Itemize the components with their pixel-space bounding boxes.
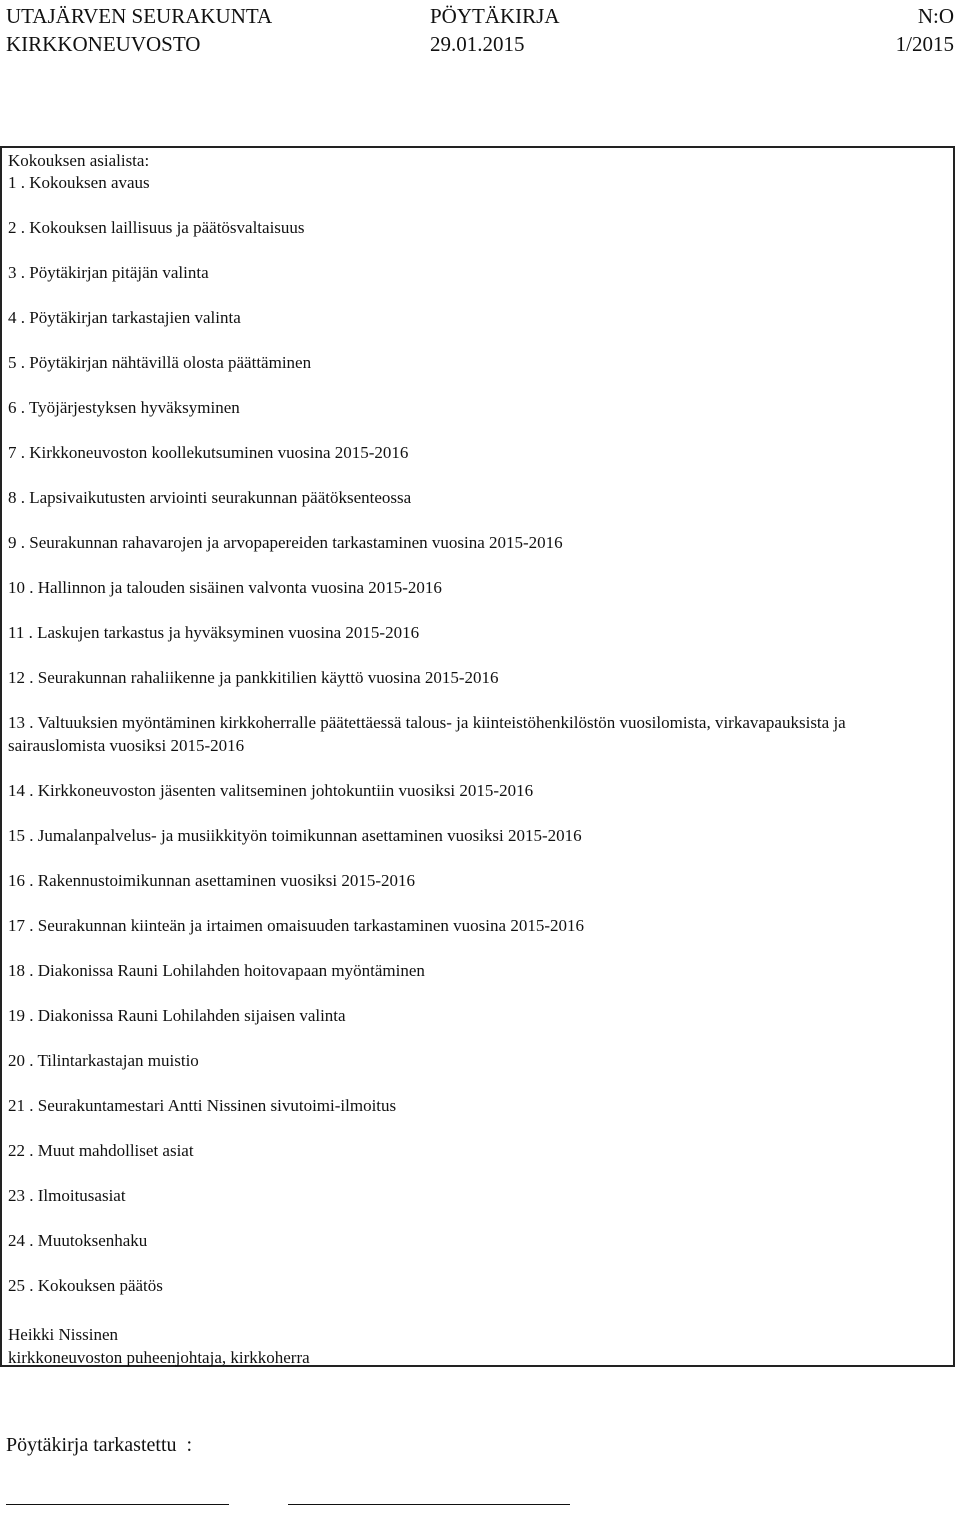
- agenda-item: [8, 711, 943, 757]
- agenda-item-number: 14: [8, 781, 25, 800]
- agenda-item-number: 9: [8, 533, 17, 552]
- agenda-list: [8, 171, 943, 1297]
- agenda-item: [8, 869, 943, 892]
- agenda-item-separator: .: [16, 173, 30, 192]
- agenda-item-separator: .: [25, 1276, 38, 1295]
- signer-title: kirkkoneuvoston puheenjohtaja, kirkkoherra: [8, 1348, 310, 1367]
- agenda-item-text: Rakennustoimikunnan asettaminen vuosiksi 2015-2016: [37, 871, 416, 890]
- document-header: [6, 2, 954, 58]
- document-type: PÖYTÄKIRJA: [430, 4, 560, 28]
- agenda-item: [8, 306, 943, 329]
- agenda-item: [8, 666, 943, 689]
- agenda-item-text: Laskujen tarkastus ja hyväksyminen vuosina 2015-2016: [37, 623, 420, 642]
- signature-block: [8, 1323, 310, 1369]
- agenda-item: [8, 441, 943, 464]
- agenda-item-text: Diakonissa Rauni Lohilahden hoitovapaan myöntäminen: [37, 961, 425, 980]
- agenda-item-number: 11: [8, 623, 25, 642]
- agenda-item-separator: .: [16, 353, 30, 372]
- agenda-item-separator: .: [25, 713, 38, 732]
- agenda-item-separator: .: [25, 1231, 38, 1250]
- agenda-item: [8, 1004, 943, 1027]
- agenda-item-separator: .: [16, 263, 30, 282]
- agenda-title: Kokouksen asialista:: [8, 151, 150, 170]
- agenda-item: [8, 1049, 943, 1072]
- agenda-item-text: Hallinnon ja talouden sisäinen valvonta vuosina 2015-2016: [37, 578, 442, 597]
- header-row-1: [6, 2, 954, 30]
- agenda-item-separator: .: [25, 961, 38, 980]
- agenda-item-separator: .: [25, 1006, 38, 1025]
- agenda-item-number: 2: [8, 218, 17, 237]
- agenda-item-number: 16: [8, 871, 25, 890]
- agenda-item-separator: .: [16, 308, 30, 327]
- agenda-item-separator: .: [16, 443, 30, 462]
- agenda-item: [8, 1229, 943, 1252]
- agenda-item-text: Seurakunnan rahaliikenne ja pankkitilien käyttö vuosina 2015-2016: [37, 668, 499, 687]
- agenda-item-separator: .: [25, 1141, 38, 1160]
- agenda-item-separator: .: [25, 578, 38, 597]
- agenda-item: [8, 1094, 943, 1117]
- agenda-item-number: 17: [8, 916, 25, 935]
- agenda-item-text: Pöytäkirjan pitäjän valinta: [29, 263, 209, 282]
- agenda-item-separator: .: [16, 398, 29, 417]
- agenda-item-separator: .: [25, 668, 38, 687]
- signature-line-2: [288, 1504, 570, 1505]
- agenda-item-text: Seurakunnan rahavarojen ja arvopapereiden tarkastaminen vuosina 2015-2016: [29, 533, 563, 552]
- agenda-item-text: Kirkkoneuvoston jäsenten valitseminen johtokuntiin vuosiksi 2015-2016: [37, 781, 534, 800]
- agenda-item-number: 5: [8, 353, 17, 372]
- agenda-item-text: Seurakuntamestari Antti Nissinen sivutoimi-ilmoitus: [37, 1096, 397, 1115]
- agenda-item-separator: .: [25, 916, 38, 935]
- agenda-item: [8, 621, 943, 644]
- agenda-item-number: 13: [8, 713, 25, 732]
- agenda-item: [8, 959, 943, 982]
- agenda-item: [8, 396, 943, 419]
- document-number: 1/2015: [895, 32, 954, 56]
- agenda-item: [8, 216, 943, 239]
- agenda-item-separator: .: [16, 533, 30, 552]
- agenda-item: [8, 1184, 943, 1207]
- agenda-item-number: 15: [8, 826, 25, 845]
- agenda-item-number: 3: [8, 263, 17, 282]
- agenda-item-number: 23: [8, 1186, 25, 1205]
- header-row-2: [6, 30, 954, 58]
- agenda-item-text: Seurakunnan kiinteän ja irtaimen omaisuuden tarkastaminen vuosina 2015-2016: [37, 916, 584, 935]
- agenda-item-text: Pöytäkirjan tarkastajien valinta: [29, 308, 241, 327]
- agenda-item-separator: .: [24, 623, 38, 642]
- agenda-item-number: 19: [8, 1006, 25, 1025]
- agenda-box: [0, 146, 955, 1367]
- agenda-item-separator: .: [25, 871, 38, 890]
- agenda-item: [8, 531, 943, 554]
- agenda-item-number: 20: [8, 1051, 25, 1070]
- agenda-item-number: 10: [8, 578, 25, 597]
- agenda-item-text: Jumalanpalvelus- ja musiikkityön toimikunnan asettaminen vuosiksi 2015-2016: [37, 826, 582, 845]
- agenda-item: [8, 261, 943, 284]
- signer-name: Heikki Nissinen: [8, 1325, 119, 1344]
- agenda-item-text: Tilintarkastajan muistio: [37, 1051, 199, 1070]
- agenda-item-text: Lapsivaikutusten arviointi seurakunnan päätöksenteossa: [29, 488, 412, 507]
- agenda-item-text: Muutoksenhaku: [37, 1231, 148, 1250]
- minutes-checked-label: Pöytäkirja tarkastettu :: [6, 1434, 193, 1456]
- agenda-item-separator: .: [16, 488, 30, 507]
- agenda-item-text: Valtuuksien myöntäminen kirkkoherralle päätettäessä talous- ja kiinteistöhenkilöstön vuosilomista, virkavapauksista ja sairauslomista vuosiksi 2015-2016: [8, 713, 846, 755]
- body-name: KIRKKONEUVOSTO: [6, 32, 201, 56]
- agenda-item-text: Kokouksen laillisuus ja päätösvaltaisuus: [29, 218, 305, 237]
- agenda-item-separator: .: [16, 218, 30, 237]
- agenda-item-text: Työjärjestyksen hyväksyminen: [28, 398, 240, 417]
- agenda-item-number: 25: [8, 1276, 25, 1295]
- agenda-item-number: 4: [8, 308, 17, 327]
- agenda-item-number: 8: [8, 488, 17, 507]
- agenda-item-separator: .: [25, 1051, 38, 1070]
- agenda-item: [8, 1274, 943, 1297]
- agenda-item-text: Ilmoitusasiat: [37, 1186, 126, 1205]
- agenda-item-separator: .: [25, 1186, 38, 1205]
- agenda-item-number: 18: [8, 961, 25, 980]
- agenda-item: [8, 914, 943, 937]
- agenda-item: [8, 486, 943, 509]
- agenda-item: [8, 351, 943, 374]
- agenda-item-text: Kirkkoneuvoston koollekutsuminen vuosina 2015-2016: [29, 443, 409, 462]
- agenda-item-separator: .: [25, 1096, 38, 1115]
- agenda-item: [8, 576, 943, 599]
- agenda-item-text: Diakonissa Rauni Lohilahden sijaisen valinta: [37, 1006, 346, 1025]
- signature-line-1: [6, 1504, 229, 1505]
- meeting-date: 29.01.2015: [430, 32, 525, 56]
- agenda-item-number: 21: [8, 1096, 25, 1115]
- agenda-item-text: Pöytäkirjan nähtävillä olosta päättäminen: [29, 353, 312, 372]
- agenda-item: [8, 171, 943, 194]
- agenda-item-number: 6: [8, 398, 17, 417]
- agenda-item-text: Kokouksen avaus: [29, 173, 150, 192]
- agenda-item-number: 1: [8, 173, 17, 192]
- agenda-item-text: Kokouksen päätös: [37, 1276, 163, 1295]
- agenda-item-separator: .: [25, 781, 38, 800]
- parish-name: UTAJÄRVEN SEURAKUNTA: [6, 4, 273, 28]
- agenda-item: [8, 824, 943, 847]
- agenda-item-text: Muut mahdolliset asiat: [37, 1141, 194, 1160]
- agenda-item-separator: .: [25, 826, 38, 845]
- agenda-item: [8, 779, 943, 802]
- agenda-item-number: 22: [8, 1141, 25, 1160]
- agenda-item-number: 12: [8, 668, 25, 687]
- number-label: N:O: [917, 4, 954, 28]
- agenda-item-number: 7: [8, 443, 17, 462]
- agenda-item: [8, 1139, 943, 1162]
- agenda-item-number: 24: [8, 1231, 25, 1250]
